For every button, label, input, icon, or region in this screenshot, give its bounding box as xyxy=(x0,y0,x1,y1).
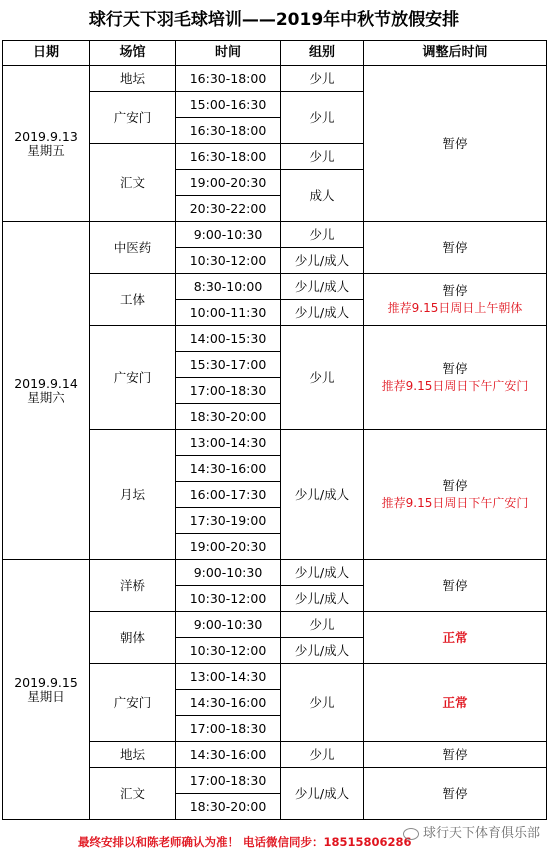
group-cell: 少儿/成人 xyxy=(281,638,364,664)
weekday-text: 星期五 xyxy=(27,142,65,158)
group-cell: 少儿/成人 xyxy=(281,560,364,586)
header-group: 组别 xyxy=(281,41,364,66)
time-cell: 14:30-16:00 xyxy=(176,690,281,716)
time-cell: 9:00-10:30 xyxy=(176,222,281,248)
date-cell xyxy=(3,560,90,820)
adjusted-cell: 暂停 xyxy=(364,742,547,768)
watermark xyxy=(403,822,540,841)
status-text: 暂停 xyxy=(442,478,468,493)
time-cell: 19:00-20:30 xyxy=(176,534,281,560)
weekday-text: 星期日 xyxy=(27,688,65,704)
time-cell: 16:30-18:00 xyxy=(176,66,281,92)
group-cell: 少儿 xyxy=(281,92,364,144)
time-cell: 14:00-15:30 xyxy=(176,326,281,352)
table-row xyxy=(3,66,547,92)
status-text: 暂停 xyxy=(442,283,468,298)
time-cell: 9:00-10:30 xyxy=(176,612,281,638)
group-cell: 少儿 xyxy=(281,144,364,170)
time-cell: 19:00-20:30 xyxy=(176,170,281,196)
venue-cell: 中医药 xyxy=(90,222,176,274)
venue-cell: 广安门 xyxy=(90,664,176,742)
group-cell: 少儿 xyxy=(281,742,364,768)
adjusted-cell: 正常 xyxy=(364,664,547,742)
date-text: 2019.9.14 xyxy=(14,375,78,391)
venue-cell: 地坛 xyxy=(90,742,176,768)
adjusted-cell xyxy=(364,326,547,430)
adjusted-cell: 暂停 xyxy=(364,222,547,274)
time-cell: 10:30-12:00 xyxy=(176,248,281,274)
adjusted-cell: 暂停 xyxy=(364,66,547,222)
time-cell: 17:30-19:00 xyxy=(176,508,281,534)
time-cell: 18:30-20:00 xyxy=(176,794,281,820)
group-cell: 少儿 xyxy=(281,222,364,248)
time-cell: 15:00-16:30 xyxy=(176,92,281,118)
adjusted-cell: 暂停 xyxy=(364,560,547,612)
header-row xyxy=(3,41,547,66)
watermark-text: 球行天下体育俱乐部 xyxy=(422,826,540,841)
venue-cell: 洋桥 xyxy=(90,560,176,612)
recommendation-text: 推荐9.15日周日上午朝体 xyxy=(387,301,523,315)
group-cell: 少儿/成人 xyxy=(281,430,364,560)
table-row xyxy=(3,222,547,248)
time-cell: 14:30-16:00 xyxy=(176,742,281,768)
group-cell: 少儿 xyxy=(281,664,364,742)
group-cell: 少儿/成人 xyxy=(281,768,364,820)
venue-cell: 广安门 xyxy=(90,92,176,144)
group-cell: 少儿 xyxy=(281,612,364,638)
group-cell: 少儿 xyxy=(281,326,364,430)
time-cell: 18:30-20:00 xyxy=(176,404,281,430)
group-cell: 少儿/成人 xyxy=(281,248,364,274)
time-cell: 9:00-10:30 xyxy=(176,560,281,586)
time-cell: 20:30-22:00 xyxy=(176,196,281,222)
header-date: 日期 xyxy=(3,41,90,66)
time-cell: 8:30-10:00 xyxy=(176,274,281,300)
group-cell: 少儿/成人 xyxy=(281,300,364,326)
adjusted-cell: 暂停 xyxy=(364,768,547,820)
weekday-text: 星期六 xyxy=(27,389,65,405)
time-cell: 14:30-16:00 xyxy=(176,456,281,482)
venue-cell: 汇文 xyxy=(90,144,176,222)
header-venue: 场馆 xyxy=(90,41,176,66)
time-cell: 13:00-14:30 xyxy=(176,430,281,456)
adjusted-cell: 正常 xyxy=(364,612,547,664)
time-cell: 16:30-18:00 xyxy=(176,118,281,144)
date-cell xyxy=(3,66,90,222)
chat-bubble-icon xyxy=(403,828,419,840)
time-cell: 17:00-18:30 xyxy=(176,716,281,742)
time-cell: 16:30-18:00 xyxy=(176,144,281,170)
time-cell: 10:30-12:00 xyxy=(176,638,281,664)
venue-cell: 广安门 xyxy=(90,326,176,430)
recommendation-text: 推荐9.15日周日下午广安门 xyxy=(381,496,529,510)
time-cell: 10:00-11:30 xyxy=(176,300,281,326)
table-row xyxy=(3,560,547,586)
group-cell: 少儿/成人 xyxy=(281,274,364,300)
date-text: 2019.9.15 xyxy=(14,674,78,690)
time-cell: 16:00-17:30 xyxy=(176,482,281,508)
time-cell: 17:00-18:30 xyxy=(176,378,281,404)
venue-cell: 工体 xyxy=(90,274,176,326)
time-cell: 10:30-12:00 xyxy=(176,586,281,612)
time-cell: 15:30-17:00 xyxy=(176,352,281,378)
header-time: 时间 xyxy=(176,41,281,66)
group-cell: 少儿 xyxy=(281,66,364,92)
venue-cell: 朝体 xyxy=(90,612,176,664)
time-cell: 17:00-18:30 xyxy=(176,768,281,794)
header-adjusted: 调整后时间 xyxy=(364,41,547,66)
footer-note: 最终安排以和陈老师确认为准！ 电话微信同步：18515806286 xyxy=(78,835,412,849)
venue-cell: 地坛 xyxy=(90,66,176,92)
adjusted-cell xyxy=(364,430,547,560)
group-cell: 少儿/成人 xyxy=(281,586,364,612)
venue-cell: 月坛 xyxy=(90,430,176,560)
page-title: 球行天下羽毛球培训——2019年中秋节放假安排 xyxy=(88,10,460,30)
venue-cell: 汇文 xyxy=(90,768,176,820)
date-cell xyxy=(3,222,90,560)
group-cell: 成人 xyxy=(281,170,364,222)
status-text: 暂停 xyxy=(442,361,468,376)
schedule-table xyxy=(2,40,547,820)
adjusted-cell xyxy=(364,274,547,326)
recommendation-text: 推荐9.15日周日下午广安门 xyxy=(381,379,529,393)
time-cell: 13:00-14:30 xyxy=(176,664,281,690)
date-text: 2019.9.13 xyxy=(14,128,78,144)
